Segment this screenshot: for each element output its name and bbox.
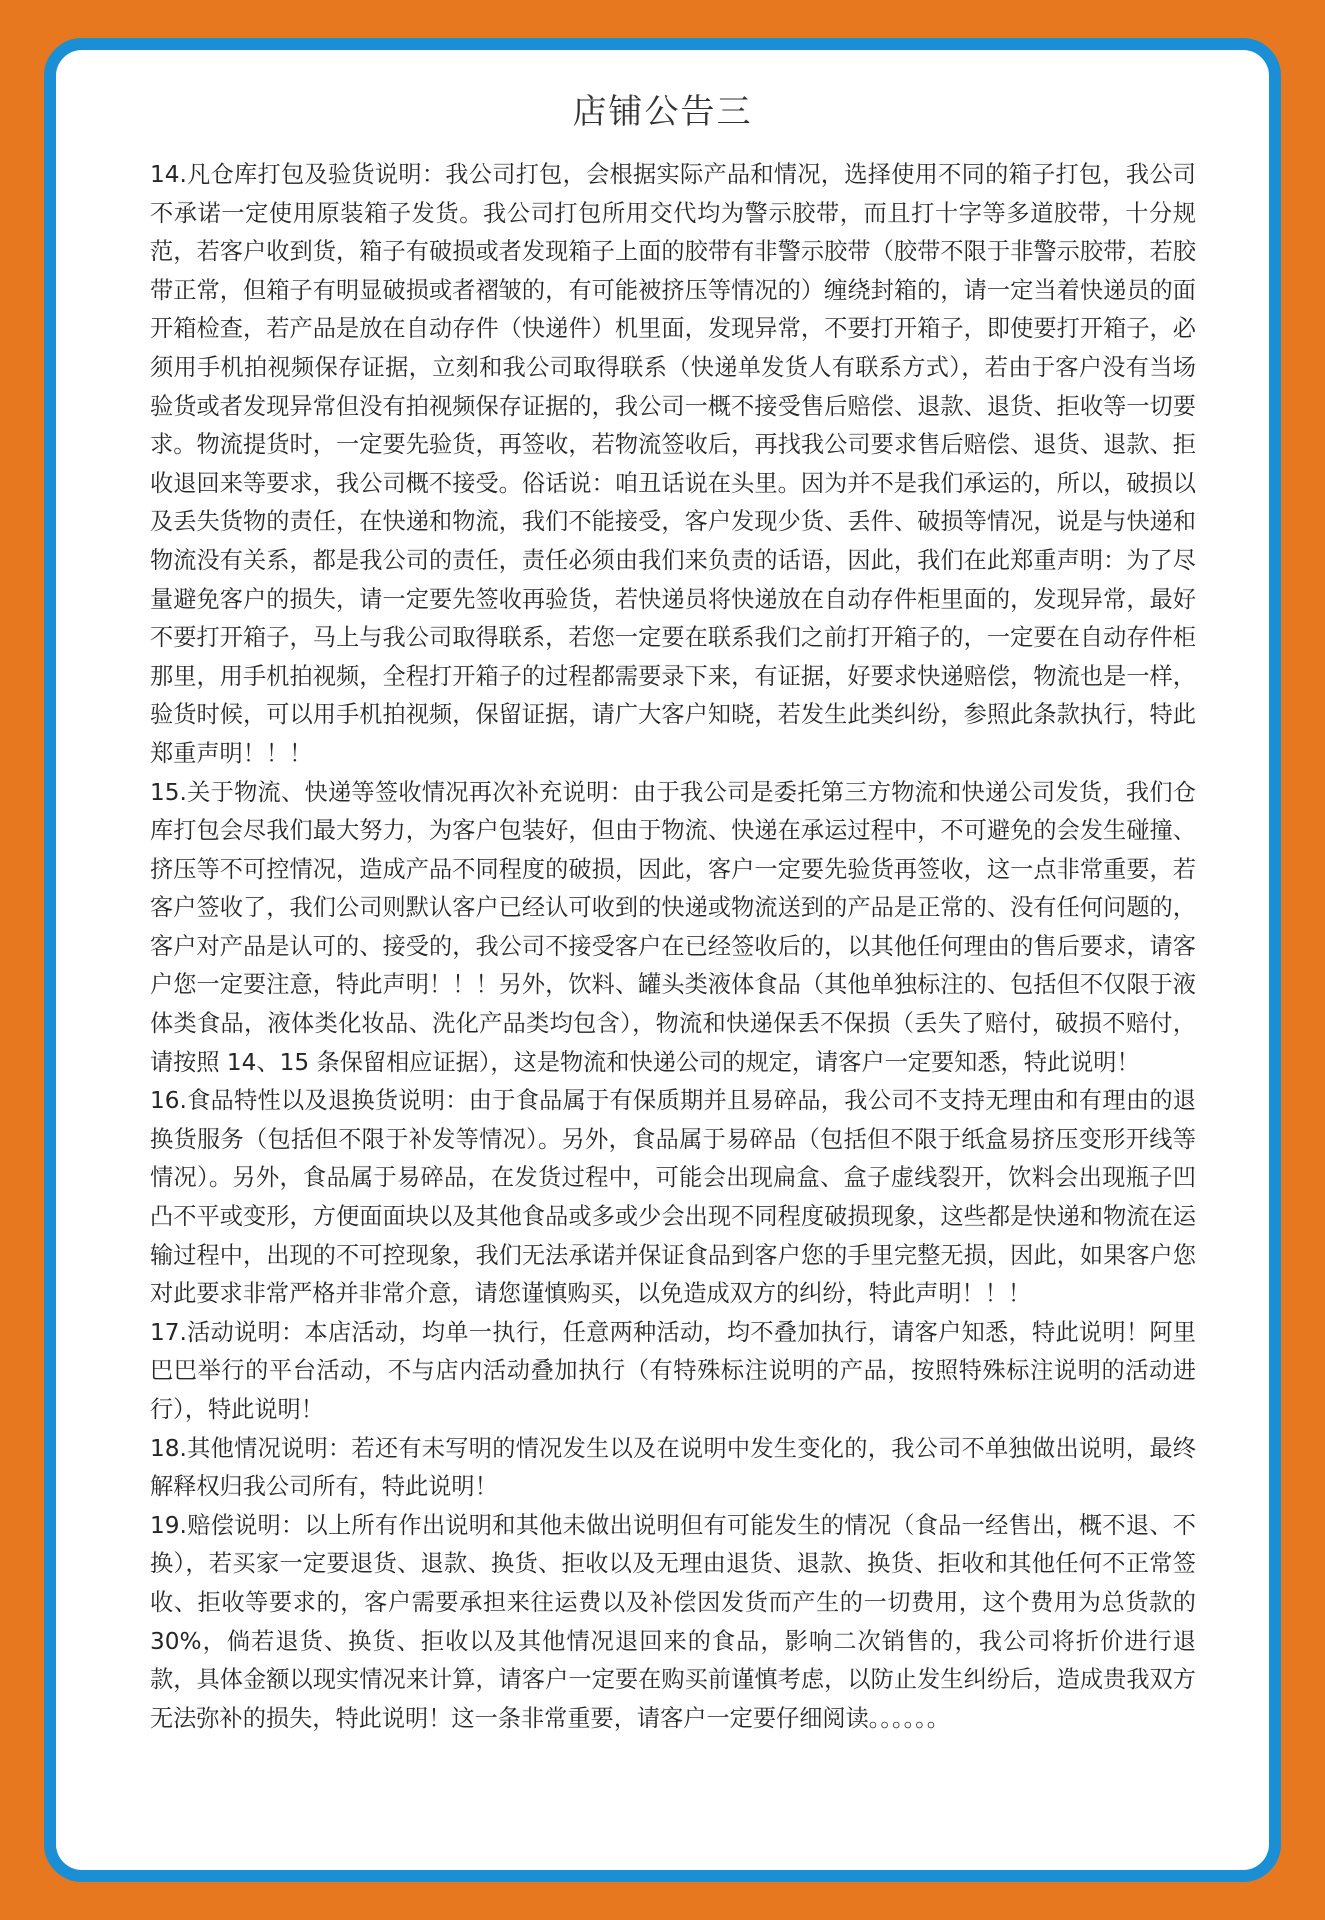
notice-paragraph-14: 14.凡仓库打包及验货说明：我公司打包，会根据实际产品和情况，选择使用不同的箱子打包，我公司不承诺一定使用原装箱子发货。我公司打包所用交代均为警示胶带，而且打十字等多道胶带，十分规范，若客户收到货，箱子有破损或者发现箱子上面的胶带有非警示胶带（胶带不限于非警示胶带，若胶带正常，但箱子有明显破损或者褶皱的，有可能被挤压等情况的）缠绕封箱的，请一定当着快递员的面开箱检查，若产品是放在自动存件（快递件）机里面，发现异常，不要打开箱子，即使要打开箱子，必须用手机拍视频保存证据，立刻和我公司取得联系（快递单发货人有联系方式），若由于客户没有当场验货或者发现异常但没有拍视频保存证据的，我公司一概不接受售后赔偿、退款、退货、拒收等一切要求。物流提货时，一定要先验货，再签收，若物流签收后，再找我公司要求售后赔偿、退货、退款、拒收退回来等要求，我公司概不接受。俗话说：咱丑话说在头里。因为并不是我们承运的，所以，破损以及丢失货物的责任，在快递和物流，我们不能接受，客户发现少货、丢件、破损等情况，说是与快递和物流没有关系，都是我公司的责任，责任必须由我们来负责的话语，因此，我们在此郑重声明：为了尽量避免客户的损失，请一定要先签收再验货，若快递员将快递放在自动存件柜里面的，发现异常，最好不要打开箱子，马上与我公司取得联系，若您一定要在联系我们之前打开箱子的，一定要在自动存件柜那里，用手机拍视频，全程打开箱子的过程都需要录下来，有证据，好要求快递赔偿，物流也是一样，验货时候，可以用手机拍视频，保留证据，请广大客户知晓，若发生此类纠纷，参照此条款执行，特此郑重声明！！！	[150, 161, 1196, 767]
notice-paragraph-18: 18.其他情况说明：若还有未写明的情况发生以及在说明中发生变化的，我公司不单独做出说明，最终解释权归我公司所有，特此说明！	[150, 1434, 1196, 1501]
notice-paragraph-15: 15.关于物流、快递等签收情况再次补充说明：由于我公司是委托第三方物流和快递公司发货，我们仓库打包会尽我们最大努力，为客户包装好，但由于物流、快递在承运过程中，不可避免的会发生碰撞、挤压等不可控情况，造成产品不同程度的破损，因此，客户一定要先验货再签收，这一点非常重要，若客户签收了，我们公司则默认客户已经认可收到的快递或物流送到的产品是正常的、没有任何问题的，客户对产品是认可的、接受的，我公司不接受客户在已经签收后的，以其他任何理由的售后要求，请客户您一定要注意，特此声明！！！另外，饮料、罐头类液体食品（其他单独标注的、包括但不仅限于液体类食品，液体类化妆品、洗化产品类均包含），物流和快递保丢不保损（丢失了赔付，破损不赔付，请按照 14、15 条保留相应证据），这是物流和快递公司的规定，请客户一定要知悉，特此说明！	[150, 778, 1196, 1076]
notice-body	[150, 156, 1196, 1738]
page-title: 店铺公告三	[572, 92, 753, 132]
notice-paragraph-16: 16.食品特性以及退换货说明：由于食品属于有保质期并且易碎品，我公司不支持无理由和有理由的退换货服务（包括但不限于补发等情况）。另外，食品属于易碎品（包括但不限于纸盒易挤压变形开线等情况）。另外，食品属于易碎品，在发货过程中，可能会出现扁盒、盒子虚线裂开，饮料会出现瓶子凹凸不平或变形，方便面面块以及其他食品或多或少会出现不同程度破损现象，这些都是快递和物流在运输过程中，出现的不可控现象，我们无法承诺并保证食品到客户您的手里完整无损，因此，如果客户您对此要求非常严格并非常介意，请您谨慎购买，以免造成双方的纠纷，特此声明！！！	[150, 1087, 1196, 1308]
notice-panel	[44, 38, 1281, 1882]
notice-paragraph-19: 19.赔偿说明：以上所有作出说明和其他未做出说明但有可能发生的情况（食品一经售出，概不退、不换），若买家一定要退货、退款、换货、拒收以及无理由退货、退款、换货、拒收和其他任何不正常签收、拒收等要求的，客户需要承担来往运费以及补偿因发货而产生的一切费用，这个费用为总货款的 30%，倘若退货、换货、拒收以及其他情况退回来的食品，影响二次销售的，我公司将折价进行退款，具体金额以现实情况来计算，请客户一定要在购买前谨慎考虑，以防止发生纠纷后，造成贵我双方无法弥补的损失，特此说明！这一条非常重要，请客户一定要仔细阅读。。。。。。	[150, 1511, 1196, 1732]
notice-paragraph-17: 17.活动说明：本店活动，均单一执行，任意两种活动，均不叠加执行，请客户知悉，特此说明！阿里巴巴举行的平台活动，不与店内活动叠加执行（有特殊标注说明的产品，按照特殊标注说明的活动进行），特此说明！	[150, 1318, 1196, 1423]
